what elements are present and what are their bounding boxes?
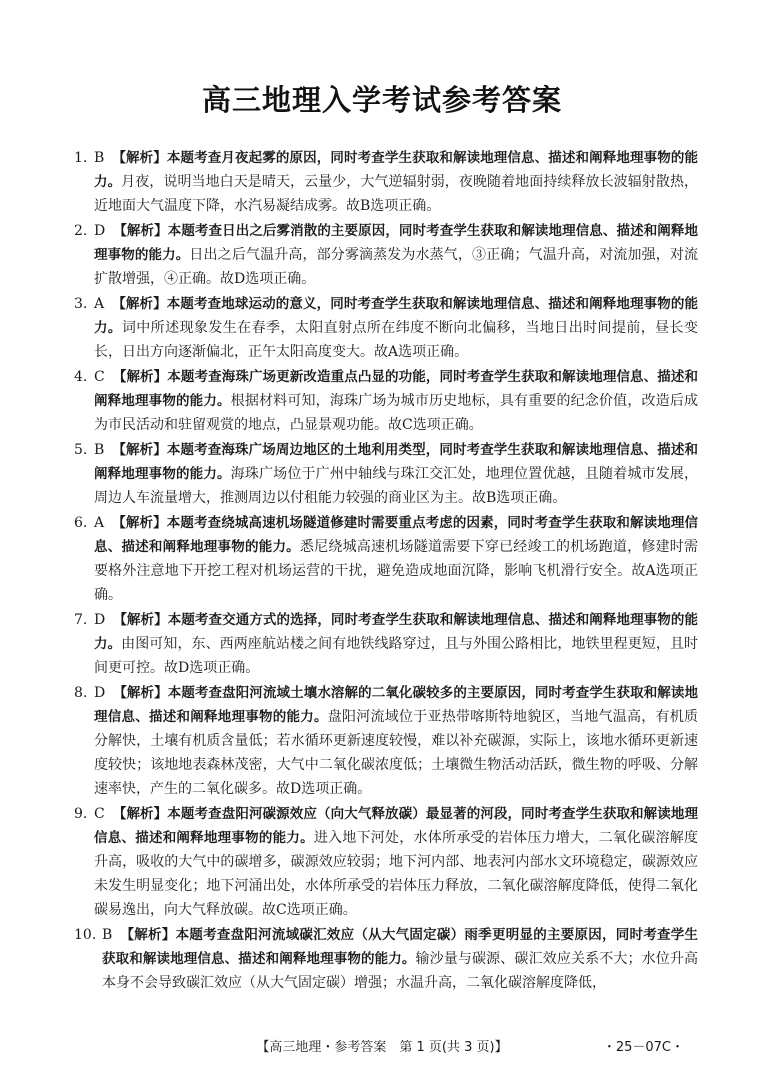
answer-item	[74, 438, 698, 510]
item-body: 进入地下河处，水体所承受的岩体压力增大，二氧化碳溶解度升高，吸收的大气中的碳增多，碳源效应较弱；地下河内部、地表河内部水文环境稳定，碳源效应未发生明显变化；地下河涌出处，水体所承受的岩体压力释放，二氧化碳溶解度降低，使得二氧化碳易逸出，向大气释放碳。故C选项正确。	[94, 830, 699, 918]
item-answer: B	[102, 927, 113, 943]
item-number: 10.	[74, 927, 97, 943]
item-body: 由图可知，东、西两座航站楼之间有地铁线路穿过，且与外围公路相比，地铁里程更短，且时间更可控。故D选项正确。	[94, 636, 699, 676]
item-answer: A	[94, 515, 105, 531]
item-lead: 本题考查盘阳河流域碳汇效应（从大气固定碳）雨季更明显的主要原因，同时考查学生获取和解读地理信息、描述和阐释地理事物的能力。	[102, 927, 699, 967]
item-answer: C	[94, 369, 105, 385]
analysis-tag: 【解析】	[113, 612, 168, 628]
answer-item	[74, 681, 698, 801]
analysis-tag: 【解析】	[112, 296, 167, 312]
item-answer: B	[94, 150, 105, 166]
item-number: 6.	[74, 515, 88, 531]
item-number: 4.	[74, 369, 88, 385]
answer-item	[74, 365, 698, 437]
page-title: 高三地理入学考试参考答案	[201, 83, 562, 117]
item-lead: 本题考查盘阳河碳源效应（向大气释放碳）最显著的河段，同时考查学生获取和解读地理信息、描述和阐释地理事物的能力。	[94, 806, 699, 846]
item-answer: A	[94, 296, 105, 312]
item-body: 盘阳河流域位于亚热带喀斯特地貌区，当地气温高，有机质分解快，土壤有机质含量低；若水循环更新速度较慢，难以补充碳源，实际上，该地水循环更新速度较快；该地地表森林茂密，大气中二氧化碳浓度低；土壤微生物活动活跃，微生物的呼吸、分解速率快，产生的二氧化碳多。故D选项正确。	[94, 709, 698, 797]
answer-item	[74, 146, 698, 218]
item-body: 根据材料可知，海珠广场为城市历史地标，具有重要的纪念价值，改造后成为市民活动和驻留观赏的地点，凸显景观功能。故C选项正确。	[94, 393, 699, 433]
item-answer: D	[94, 685, 106, 701]
item-number: 8.	[74, 685, 88, 701]
analysis-tag: 【解析】	[113, 685, 168, 701]
analysis-tag: 【解析】	[113, 223, 168, 239]
item-lead: 本题考查地球运动的意义，同时考查学生获取和解读地理信息、描述和阐释地理事物的能力。	[94, 296, 698, 336]
item-answer: D	[94, 223, 106, 239]
answer-item	[74, 608, 698, 680]
item-lead: 本题考查绕城高速机场隧道修建时需要重点考虑的因素，同时考查学生获取和解读地理信息、描述和阐释地理事物的能力。	[94, 515, 698, 555]
analysis-tag: 【解析】	[112, 442, 167, 458]
answer-item	[74, 219, 698, 291]
item-lead: 本题考查海珠广场更新改造重点凸显的功能，同时考查学生获取和解读地理信息、描述和阐释地理事物的能力。	[94, 369, 699, 409]
item-lead: 本题考查盘阳河流域土壤水溶解的二氧化碳较多的主要原因，同时考查学生获取和解读地理信息、描述和阐释地理事物的能力。	[94, 685, 699, 725]
analysis-tag: 【解析】	[112, 369, 168, 385]
item-lead: 本题考查交通方式的选择，同时考查学生获取和解读地理信息、描述和阐释地理事物的能力。	[94, 612, 699, 652]
analysis-tag: 【解析】	[112, 515, 167, 531]
item-lead: 本题考查日出之后雾消散的主要原因，同时考查学生获取和解读地理信息、描述和阐释地理事物的能力。	[94, 223, 699, 263]
analysis-tag: 【解析】	[112, 150, 167, 166]
analysis-tag: 【解析】	[112, 806, 168, 822]
answer-list	[74, 146, 698, 996]
item-body: 日出之后气温升高，部分雾滴蒸发为水蒸气，③正确；气温升高，对流加强，对流扩散增强，④正确。故D选项正确。	[94, 247, 699, 287]
item-number: 9.	[74, 806, 88, 822]
item-lead: 本题考查月夜起雾的原因，同时考查学生获取和解读地理信息、描述和阐释地理事物的能力。	[94, 150, 699, 190]
item-body: 月夜，说明当地白天是晴天，云量少，大气逆辐射弱，夜晚随着地面持续释放长波辐射散热，近地面大气温度下降，水汽易凝结成雾。故B选项正确。	[94, 174, 699, 214]
item-body: 海珠广场位于广州中轴线与珠江交汇处，地理位置优越，且随着城市发展，周边人车流量增大，推测周边以付租能力较强的商业区为主。故B选项正确。	[94, 466, 699, 506]
item-lead: 本题考查海珠广场周边地区的土地利用类型，同时考查学生获取和解读地理信息、描述和阐释地理事物的能力。	[94, 442, 699, 482]
item-number: 2.	[74, 223, 88, 239]
answer-item	[74, 511, 698, 607]
answer-item	[74, 802, 698, 922]
item-number: 7.	[74, 612, 88, 628]
item-body: 词中所述现象发生在春季，太阳直射点所在纬度不断向北偏移，当地日出时间提前，昼长变长，日出方向逐渐偏北，正午太阳高度变大。故A选项正确。	[94, 320, 699, 360]
item-body: 输沙量与碳源、碳汇效应关系不大；水位升高本身不会导致碳汇效应（从大气固定碳）增强；水温升高，二氧化碳溶解度降低，	[102, 951, 699, 991]
item-answer: B	[94, 442, 105, 458]
item-number: 3.	[74, 296, 88, 312]
item-body: 悉尼绕城高速机场隧道需要下穿已经竣工的机场跑道，修建时需要格外注意地下开挖工程对机场运营的干扰，避免造成地面沉降，影响飞机滑行安全。故A选项正确。	[94, 539, 699, 603]
answer-item	[74, 923, 698, 995]
answer-item	[74, 292, 698, 364]
item-number: 1.	[74, 150, 88, 166]
item-number: 5.	[74, 442, 88, 458]
analysis-tag: 【解析】	[120, 927, 176, 943]
footer-page-info: 【高三地理・参考答案 第 1 页(共 3 页)】	[256, 1040, 508, 1055]
footer-doc-code: ・25－07C・	[602, 1040, 684, 1055]
item-answer: C	[94, 806, 105, 822]
item-answer: D	[94, 612, 106, 628]
